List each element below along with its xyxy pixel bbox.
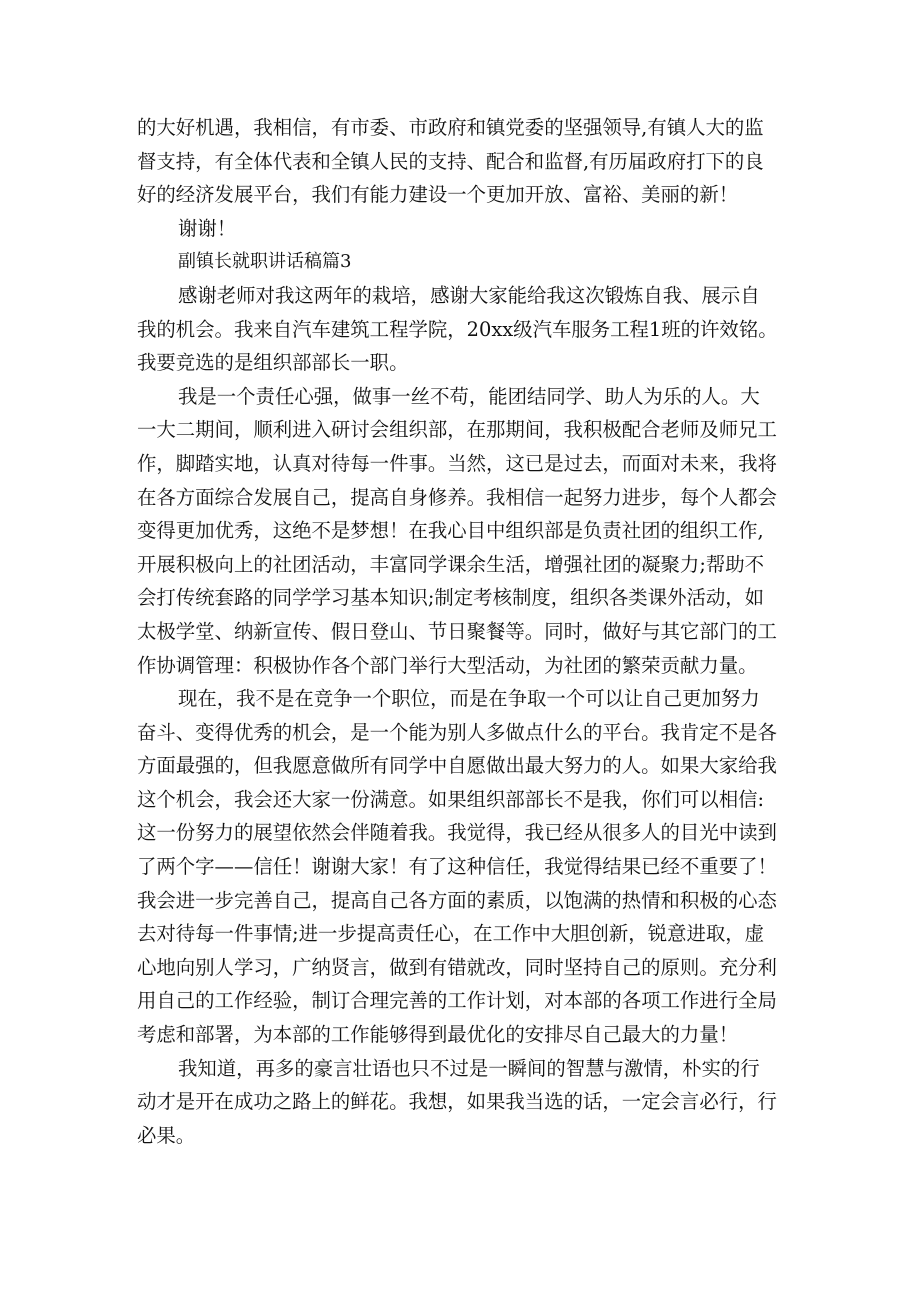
- text-line: 必果。: [137, 1123, 196, 1147]
- text-line: 变得更加优秀，这绝不是梦想！在我心目中组织部是负责社团的组织工作,: [137, 519, 764, 543]
- paragraph: [137, 682, 801, 1052]
- text-line: 作，脚踏实地，认真对待每一件事。当然，这已是过去，而面对未来，我将: [137, 451, 777, 475]
- text-line: 这一份努力的展望依然会伴随着我。我觉得，我已经从很多人的目光中读到: [137, 821, 777, 845]
- text-line: 感谢老师对我这两年的栽培，感谢大家能给我这次锻炼自我、展示自: [178, 283, 760, 307]
- paragraph: [137, 1052, 801, 1153]
- section-title: 副镇长就职讲话稿篇3: [178, 251, 352, 273]
- paragraph: [137, 279, 801, 380]
- text-line: 心地向别人学习，广纳贤言，做到有错就改，同时坚持自己的原则。充分利: [137, 955, 777, 979]
- text-line: 动才是开在成功之路上的鲜花。我想，如果我当选的话，一定会言必行，行: [137, 1090, 777, 1114]
- text-line: 这个机会，我会还大家一份满意。如果组织部部长不是我，你们可以相信:: [137, 787, 765, 811]
- text-line: 我的机会。我来自汽车建筑工程学院，20xx级汽车服务工程1班的许效铭。: [137, 317, 778, 341]
- text-line: 作协调管理：积极协作各个部门举行大型活动，为社团的繁荣贡献力量。: [137, 653, 758, 677]
- text-line: 督支持，有全体代表和全镇人民的支持、配合和监督,有历届政府打下的良: [137, 149, 764, 173]
- text-line: 太极学堂、纳新宣传、假日登山、节日聚餐等。同时，做好与其它部门的工: [137, 619, 777, 643]
- text-line: 了两个字——信任！谢谢大家！有了这种信任，我觉得结果已经不重要了！: [137, 855, 777, 879]
- text-line: 我会进一步完善自己，提高自己各方面的素质，以饱满的热情和积极的心态: [137, 888, 777, 912]
- text-line: 我知道，再多的豪言壮语也只不过是一瞬间的智慧与激情，朴实的行: [178, 1056, 760, 1080]
- text-line: 方面最强的，但我愿意做所有同学中自愿做出最大努力的人。如果大家给我: [137, 754, 777, 778]
- text-line: 开展积极向上的社团活动，丰富同学课余生活，增强社团的凝聚力;帮助不: [137, 552, 765, 576]
- document-body: [137, 111, 801, 1152]
- text-line: 一大二期间，顺利进入研讨会组织部，在那期间，我积极配合老师及师兄工: [137, 418, 777, 442]
- text-line: 好的经济发展平台，我们有能力建设一个更加开放、富裕、美丽的新！: [137, 183, 739, 207]
- text-line: 去对待每一件事情;进一步提高责任心，在工作中大胆创新，锐意进取，虚: [137, 922, 765, 946]
- text-line: 我要竞选的是组织部部长一职。: [137, 351, 409, 375]
- text-line: 考虑和部署，为本部的工作能够得到最优化的安排尽自己最大的力量！: [137, 1023, 739, 1047]
- text-line: 在各方面综合发展自己，提高自身修养。我相信一起努力进步，每个人都会: [137, 485, 777, 509]
- text-line: 的大好机遇，我相信，有市委、市政府和镇党委的坚强领导,有镇人大的监: [137, 116, 764, 139]
- text-line: 奋斗、变得优秀的机会，是一个能为别人多做点什么的平台。我肯定不是各: [137, 720, 777, 744]
- paragraph: [137, 380, 801, 682]
- text-line: 现在，我不是在竞争一个职位，而是在争取一个可以让自己更加努力: [178, 687, 760, 711]
- text-line: 用自己的工作经验，制订合理完善的工作计划，对本部的各项工作进行全局: [137, 989, 777, 1013]
- text-line: 我是一个责任心强，做事一丝不苟，能团结同学、助人为乐的人。大: [178, 384, 760, 408]
- thanks-line: 谢谢！: [178, 216, 237, 240]
- text-line: 会打传统套路的同学学习基本知识;制定考核制度，组织各类课外活动，如: [137, 586, 765, 610]
